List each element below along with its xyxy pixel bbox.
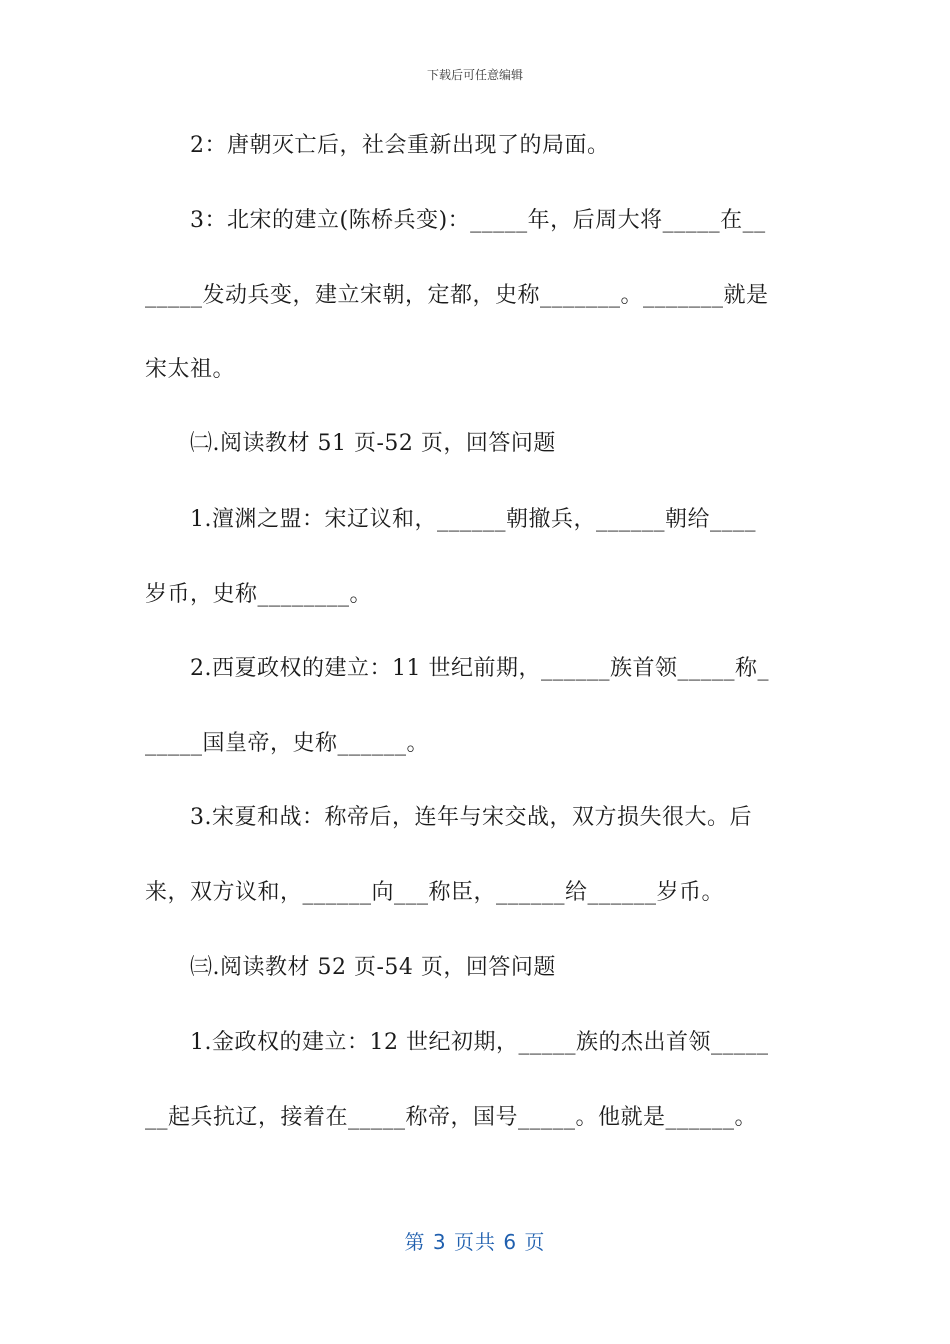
text-line: _____发动兵变，建立宋朝，定都，史称_______。_______就是 (145, 283, 769, 308)
section-heading: ㈡.阅读教材 51 页-52 页，回答问题 (145, 431, 556, 456)
text-line: 来，双方议和，______向___称臣，______给______岁币。 (145, 880, 725, 905)
text-line: 3.宋夏和战：称帝后，连年与宋交战，双方损失很大。后 (145, 805, 752, 830)
text-line: __起兵抗辽，接着在_____称帝，国号_____。他就是______。 (145, 1105, 758, 1130)
text-line: _____国皇帝，史称______。 (145, 731, 430, 756)
page-header: 下载后可任意编辑 (426, 68, 523, 82)
text-line: 1.金政权的建立：12 世纪初期，_____族的杰出首领_____ (145, 1030, 769, 1055)
text-line: 2.西夏政权的建立：11 世纪前期，______族首领_____称_ (145, 656, 769, 681)
text-line: 2：唐朝灭亡后，社会重新出现了的局面。 (145, 133, 610, 158)
text-line: 1.澶渊之盟：宋辽议和，______朝撤兵，______朝给____ (145, 507, 756, 532)
page-footer: 第 3 页共 6 页 (404, 1230, 546, 1254)
text-line: 3：北宋的建立(陈桥兵变)：_____年，后周大将_____在__ (145, 208, 766, 233)
text-line: 岁币，史称________。 (145, 582, 373, 607)
section-heading: ㈢.阅读教材 52 页-54 页，回答问题 (145, 955, 556, 980)
text-line: 宋太祖。 (145, 357, 236, 382)
